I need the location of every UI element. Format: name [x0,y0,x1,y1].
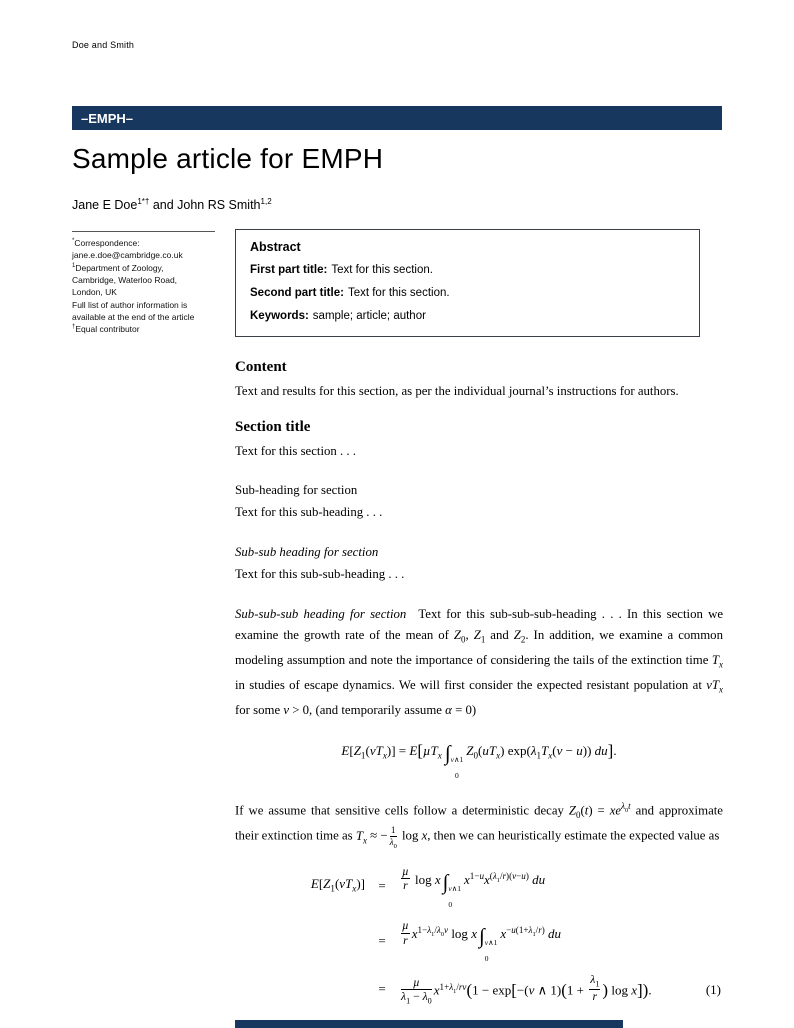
section-paragraph: Text for this sub-sub-heading . . . [235,566,405,581]
abstract-item [250,262,685,278]
correspondence-line: London, UK [72,287,117,298]
equation-lhs: $E[Z_1(vT_x)]$ [310,876,365,894]
correspondence-line: Full list of author information is [72,299,188,310]
display-equation: $E[Z_1(vT_x)] = E[\mu T_x$ ∫ v∧1 0 $Z_0(uT_x) \exp(\lambda_1T_x(v - u))$ du]. [341,741,617,780]
abstract-item [250,285,685,301]
equation-rhs: µ $\lambda_1 - \lambda_0$ $x^{1+\lambda_1/rv}(1 - \exp[-(v$ ∧ 1)(1 + $\frac{\lambda_1}{r}$ ) log x]). [401,973,652,1006]
footer-banner [235,1020,623,1028]
run-in-text: Text for this sub-sub-sub-heading . . . In this section we examine the growth rate of the mean of $Z_0$, $Z_1$ and $Z_2$. In addition, we examine a common modeling assumption and note the importance of considering the tails of the extinction time $T_x$ in studies of escape dynamics. We will first consider the expected resistant population at $vT_x$ for some v > 0, (and temporarily assume α = 0) [235,607,724,717]
running-head: Doe and Smith [72,40,135,50]
abstract-item-label: Second part title: [250,287,344,300]
equation-number: (1) [705,981,721,997]
abstract-heading: Abstract [250,240,301,254]
correspondence-note [72,231,215,336]
correspondence-line: †Equal contributor [72,324,140,335]
abstract-item [250,308,685,324]
equation-relation: = [378,878,386,894]
sub-heading: Sub-heading for section [235,483,358,497]
equation-line [235,973,723,1005]
abstract-item-label: Keywords: [250,310,309,323]
correspondence-line: Cambridge, Waterloo Road, [72,274,178,285]
section-heading-content: Content [235,359,287,375]
correspondence-line: available at the end of the article [72,311,195,322]
abstract-item-text: Text for this section. [331,264,433,276]
equation-rhs: µ r log x∫ v∧1 0 $x^{1-u}x^{(\lambda_1/r)(v-u)}$ du [402,865,546,909]
correspondence-line: $^1$Department of Zoology, [72,262,164,273]
abstract-box [235,229,700,337]
equation-line [235,919,723,962]
section-paragraph: Text and results for this section, as per the individual journal’s instructions for authors. [235,384,679,398]
article-body [235,358,723,1017]
journal-banner-text: –EMPH– [81,110,134,126]
equation-line [235,865,723,908]
section-paragraph: Text for this section . . . [235,443,357,458]
article-title: Sample article for EMPH [72,143,384,174]
equation-relation: = [378,932,386,948]
run-in-paragraph [235,604,723,720]
sub-sub-sub-heading: Sub-sub-sub heading for section [235,607,407,621]
abstract-item-text: sample; article; author [312,310,426,323]
sub-sub-heading: Sub-sub heading for section [235,545,379,559]
equation-rhs: µ r $x^{1-\lambda_1/\lambda_0v}$ log x∫ v∧1 0 $x^{-u(1+\lambda_1/r)}$ du [402,919,562,963]
aligned-equations [235,865,723,1006]
section-paragraph: Text for this sub-heading . . . [235,504,383,519]
section-paragraph: If we assume that sensitive cells follow a deterministic decay $Z_0(t) = xe^{\lambda_0t}$ and approximate their extinction time as $T_x$ ≈ − $\frac{1}{\lambda_0}$ log x, then we can heuristically estimate the expected value as [235,801,723,850]
abstract-item-label: First part title: [250,264,328,276]
abstract-item-text: Text for this section. [347,287,450,300]
authors-line: Jane E Doe$^{1*\dagger}$ and John RS Smith$^{1,2}$ [72,197,272,213]
journal-banner [72,106,722,130]
correspondence-email: jane.e.doe@cambridge.co.uk [72,250,183,261]
equation-relation: = [378,981,386,997]
correspondence-line: *Correspondence: [72,238,140,248]
section-heading-title: Section title [235,418,311,435]
